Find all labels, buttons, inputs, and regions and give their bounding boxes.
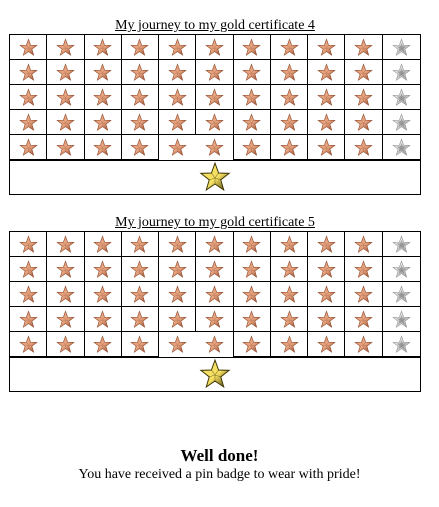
silver-star-icon (392, 38, 411, 57)
star-cell (196, 135, 233, 160)
bronze-star-icon (242, 63, 261, 82)
bronze-star-icon (168, 88, 187, 107)
bronze-star-icon (168, 38, 187, 57)
star-cell (47, 307, 84, 332)
bronze-star-icon (205, 38, 224, 57)
bronze-star-icon (130, 260, 149, 279)
silver-star-icon (392, 285, 411, 304)
bronze-star-icon (280, 88, 299, 107)
star-cell (234, 135, 271, 160)
star-cell (47, 135, 84, 160)
star-cell (308, 257, 345, 282)
bronze-star-icon (280, 235, 299, 254)
star-cell (85, 110, 122, 135)
star-cell (196, 232, 233, 257)
bronze-star-icon (19, 38, 38, 57)
star-cell (85, 332, 122, 357)
bronze-star-icon (242, 335, 261, 354)
star-cell (159, 110, 196, 135)
star-cell (159, 85, 196, 110)
bronze-star-icon (280, 113, 299, 132)
bronze-star-icon (19, 113, 38, 132)
star-cell (234, 60, 271, 85)
star-cell (196, 257, 233, 282)
bronze-star-icon (354, 38, 373, 57)
bronze-star-icon (242, 285, 261, 304)
star-cell (85, 135, 122, 160)
star-cell (383, 307, 420, 332)
star-cell (383, 257, 420, 282)
bronze-star-icon (317, 113, 336, 132)
star-cell (85, 85, 122, 110)
silver-star-icon (392, 113, 411, 132)
star-cell (159, 332, 196, 357)
bronze-star-icon (19, 335, 38, 354)
bronze-star-icon (242, 113, 261, 132)
gold-star-icon (199, 358, 231, 390)
bronze-star-icon (93, 113, 112, 132)
bronze-star-icon (280, 310, 299, 329)
star-cell (383, 85, 420, 110)
star-cell (271, 232, 308, 257)
bronze-star-icon (205, 235, 224, 254)
bronze-star-icon (280, 38, 299, 57)
star-cell (345, 282, 382, 307)
star-cell (122, 85, 159, 110)
star-cell (271, 135, 308, 160)
bronze-star-icon (19, 310, 38, 329)
star-cell (308, 232, 345, 257)
star-cell (196, 282, 233, 307)
silver-star-icon (392, 310, 411, 329)
star-cell (234, 232, 271, 257)
bronze-star-icon (317, 138, 336, 157)
bronze-star-icon (168, 63, 187, 82)
bronze-star-icon (19, 285, 38, 304)
bronze-star-icon (56, 285, 75, 304)
star-cell (122, 110, 159, 135)
star-cell (122, 282, 159, 307)
bronze-star-icon (93, 310, 112, 329)
star-cell (10, 307, 47, 332)
star-cell (10, 60, 47, 85)
star-cell (271, 60, 308, 85)
bronze-star-icon (93, 335, 112, 354)
bronze-star-icon (56, 38, 75, 57)
star-cell (345, 85, 382, 110)
star-cell (271, 110, 308, 135)
star-cell (10, 257, 47, 282)
star-cell (308, 85, 345, 110)
star-cell (308, 60, 345, 85)
bronze-star-icon (93, 285, 112, 304)
star-cell (122, 60, 159, 85)
bronze-star-icon (130, 138, 149, 157)
bronze-star-icon (280, 285, 299, 304)
star-cell (271, 85, 308, 110)
bronze-star-icon (205, 88, 224, 107)
bronze-star-icon (56, 310, 75, 329)
star-cell (196, 85, 233, 110)
bronze-star-icon (93, 88, 112, 107)
star-cell (234, 307, 271, 332)
star-cell (308, 332, 345, 357)
gold-star-row (10, 160, 420, 194)
bronze-star-icon (130, 113, 149, 132)
bronze-star-icon (93, 260, 112, 279)
card-title (9, 214, 421, 231)
bronze-star-icon (56, 335, 75, 354)
star-cell (308, 307, 345, 332)
star-grid (10, 35, 420, 160)
bronze-star-icon (205, 113, 224, 132)
bronze-star-icon (242, 260, 261, 279)
bronze-star-icon (168, 138, 187, 157)
star-cell (234, 257, 271, 282)
star-cell (122, 307, 159, 332)
congratulations-message (0, 446, 439, 483)
star-cell (383, 35, 420, 60)
bronze-star-icon (168, 310, 187, 329)
star-cell (159, 60, 196, 85)
card-title-text: My journey to my gold certificate 5 (115, 215, 315, 230)
bronze-star-icon (205, 138, 224, 157)
star-cell (383, 60, 420, 85)
star-cell (196, 60, 233, 85)
star-cell (122, 257, 159, 282)
bronze-star-icon (19, 63, 38, 82)
star-cell (122, 332, 159, 357)
bronze-star-icon (317, 235, 336, 254)
bronze-star-icon (168, 113, 187, 132)
star-grid (10, 232, 420, 357)
bronze-star-icon (56, 113, 75, 132)
star-cell (10, 332, 47, 357)
bronze-star-icon (56, 260, 75, 279)
star-cell (159, 282, 196, 307)
card-title-text: My journey to my gold certificate 4 (115, 18, 315, 33)
bronze-star-icon (168, 335, 187, 354)
star-cell (85, 257, 122, 282)
star-cell (10, 135, 47, 160)
silver-star-icon (392, 335, 411, 354)
star-cell (271, 257, 308, 282)
star-cell (159, 307, 196, 332)
bronze-star-icon (317, 38, 336, 57)
bronze-star-icon (242, 310, 261, 329)
certificate-card-4 (9, 17, 421, 195)
bronze-star-icon (130, 310, 149, 329)
star-cell (234, 332, 271, 357)
silver-star-icon (392, 235, 411, 254)
star-cell (159, 135, 196, 160)
bronze-star-icon (93, 235, 112, 254)
star-cell (345, 257, 382, 282)
bronze-star-icon (280, 335, 299, 354)
bronze-star-icon (280, 138, 299, 157)
bronze-star-icon (354, 310, 373, 329)
star-cell (85, 282, 122, 307)
star-cell (383, 282, 420, 307)
bronze-star-icon (19, 235, 38, 254)
star-cell (308, 282, 345, 307)
bronze-star-icon (205, 260, 224, 279)
star-cell (345, 35, 382, 60)
bronze-star-icon (242, 235, 261, 254)
bronze-star-icon (19, 88, 38, 107)
bronze-star-icon (205, 63, 224, 82)
star-cell (10, 110, 47, 135)
card-title (9, 17, 421, 34)
gold-star-row (10, 357, 420, 391)
bronze-star-icon (317, 63, 336, 82)
gold-star-icon (199, 161, 231, 193)
star-cell (383, 110, 420, 135)
bronze-star-icon (317, 335, 336, 354)
star-cell (47, 110, 84, 135)
star-grid-frame (9, 34, 421, 195)
star-cell (308, 110, 345, 135)
bronze-star-icon (205, 285, 224, 304)
star-cell (345, 307, 382, 332)
bronze-star-icon (354, 88, 373, 107)
star-cell (271, 332, 308, 357)
star-cell (308, 35, 345, 60)
bronze-star-icon (93, 38, 112, 57)
bronze-star-icon (168, 235, 187, 254)
star-cell (122, 135, 159, 160)
star-cell (345, 110, 382, 135)
star-cell (234, 35, 271, 60)
bronze-star-icon (130, 235, 149, 254)
star-cell (383, 232, 420, 257)
bronze-star-icon (130, 335, 149, 354)
star-cell (47, 35, 84, 60)
star-cell (159, 35, 196, 60)
star-cell (47, 85, 84, 110)
star-cell (383, 135, 420, 160)
bronze-star-icon (130, 38, 149, 57)
bronze-star-icon (56, 88, 75, 107)
bronze-star-icon (354, 63, 373, 82)
star-cell (196, 332, 233, 357)
star-cell (234, 282, 271, 307)
bronze-star-icon (130, 63, 149, 82)
star-cell (10, 85, 47, 110)
star-cell (10, 282, 47, 307)
bronze-star-icon (130, 285, 149, 304)
star-cell (271, 35, 308, 60)
silver-star-icon (392, 260, 411, 279)
star-cell (85, 35, 122, 60)
star-cell (196, 307, 233, 332)
star-cell (47, 257, 84, 282)
star-cell (196, 110, 233, 135)
silver-star-icon (392, 63, 411, 82)
silver-star-icon (392, 138, 411, 157)
bronze-star-icon (354, 285, 373, 304)
star-cell (47, 332, 84, 357)
bronze-star-icon (56, 235, 75, 254)
star-cell (308, 135, 345, 160)
message-text: You have received a pin badge to wear with pride! (78, 467, 361, 482)
star-cell (383, 332, 420, 357)
bronze-star-icon (354, 260, 373, 279)
bronze-star-icon (354, 138, 373, 157)
bronze-star-icon (93, 63, 112, 82)
star-cell (159, 257, 196, 282)
bronze-star-icon (354, 335, 373, 354)
star-cell (10, 232, 47, 257)
bronze-star-icon (242, 138, 261, 157)
star-cell (196, 35, 233, 60)
bronze-star-icon (19, 138, 38, 157)
star-cell (345, 135, 382, 160)
bronze-star-icon (168, 285, 187, 304)
star-cell (10, 35, 47, 60)
bronze-star-icon (354, 113, 373, 132)
star-cell (271, 307, 308, 332)
message-title: Well done! (180, 446, 259, 465)
star-cell (345, 60, 382, 85)
star-cell (47, 282, 84, 307)
bronze-star-icon (93, 138, 112, 157)
star-cell (47, 232, 84, 257)
bronze-star-icon (317, 285, 336, 304)
star-cell (47, 60, 84, 85)
certificate-card-5 (9, 214, 421, 392)
star-cell (345, 232, 382, 257)
bronze-star-icon (205, 335, 224, 354)
star-grid-frame (9, 231, 421, 392)
silver-star-icon (392, 88, 411, 107)
star-cell (122, 232, 159, 257)
bronze-star-icon (317, 310, 336, 329)
star-cell (122, 35, 159, 60)
star-cell (85, 307, 122, 332)
bronze-star-icon (56, 138, 75, 157)
star-cell (159, 232, 196, 257)
star-cell (271, 282, 308, 307)
bronze-star-icon (354, 235, 373, 254)
star-cell (234, 110, 271, 135)
bronze-star-icon (242, 38, 261, 57)
star-cell (85, 60, 122, 85)
star-cell (234, 85, 271, 110)
bronze-star-icon (317, 260, 336, 279)
star-cell (345, 332, 382, 357)
bronze-star-icon (168, 260, 187, 279)
bronze-star-icon (317, 88, 336, 107)
bronze-star-icon (205, 310, 224, 329)
bronze-star-icon (130, 88, 149, 107)
bronze-star-icon (242, 88, 261, 107)
star-cell (85, 232, 122, 257)
bronze-star-icon (280, 260, 299, 279)
bronze-star-icon (19, 260, 38, 279)
bronze-star-icon (56, 63, 75, 82)
bronze-star-icon (280, 63, 299, 82)
